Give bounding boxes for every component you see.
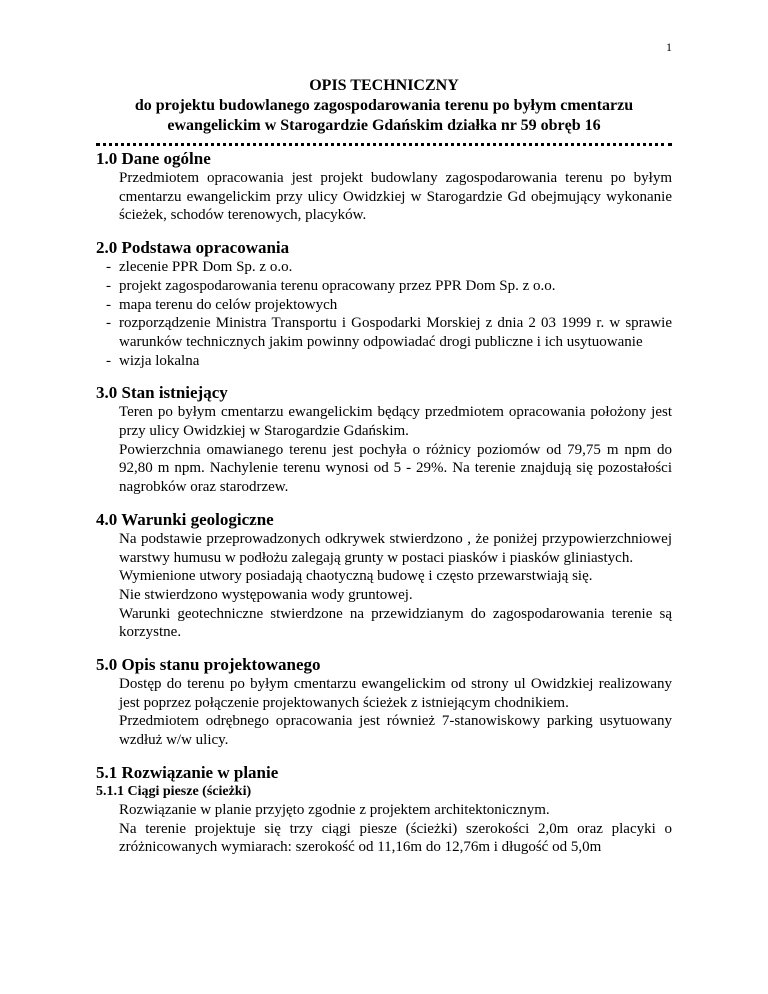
list-item: - projekt zagospodarowania terenu opracowany przez PPR Dom Sp. z o.o. — [96, 277, 672, 296]
list-item: - wizja lokalna — [96, 352, 672, 371]
section-text — [96, 403, 672, 497]
list-item: - mapa terenu do celów projektowych — [96, 296, 672, 315]
paragraph: Na terenie projektuje się trzy ciągi piesze (ścieżki) szerokości 2,0m oraz placyki o zróżnicowanych wymiarach: szerokość od 11,16m do 12,76m i długość od 5,0m — [119, 820, 672, 856]
section-text — [96, 801, 672, 857]
section-heading: 3.0 Stan istniejący — [96, 383, 228, 403]
paragraph: Przedmiotem opracowania jest projekt budowlany zagospodarowania terenu po byłym cmentarzu ewangelickim przy ulicy Owidzkiej w Starogardzie Gd obejmujący wykonanie ścieżek, schodów terenowych, placyków. — [119, 170, 672, 224]
paragraph: Wymienione utwory posiadają chaotyczną budowę i często przewarstwiają się. — [119, 568, 593, 585]
section-heading: 2.0 Podstawa opracowania — [96, 238, 290, 258]
document-subtitle-line-1: do projektu budowlanego zagospodarowania terenu po byłym cmentarzu — [134, 97, 634, 114]
section-plan-solution — [96, 762, 672, 857]
paragraph: Na podstawie przeprowadzonych odkrywek stwierdzono , że poniżej przypowierzchniowej warstwy humusu w podłożu zalegają grunty w postaci piasków i piasków gliniastych. — [119, 530, 672, 566]
section-text — [96, 169, 672, 225]
paragraph: Powierzchnia omawianego terenu jest pochyła o różnicy poziomów od 79,75 m npm do 92,80 m npm. Nachylenie terenu wynosi od 5 - 29%. Na terenie znajdują się pozostałości nagrobków oraz starodrzew. — [119, 441, 672, 496]
paragraph: Nie stwierdzono występowania wody gruntowej. — [119, 586, 413, 603]
section-text — [96, 530, 672, 642]
section-design — [96, 654, 672, 750]
list-item: - rozporządzenie Ministra Transportu i Gospodarki Morskiej z dnia 2 03 1999 r. w sprawie warunków technicznych jakim powinny odpowiadać drogi publiczne i ich usytuowanie — [96, 314, 672, 351]
document-title-block — [96, 76, 672, 136]
paragraph: Dostęp do terenu po byłym cmentarzu ewangelickim od strony ul Owidzkiej realizowany jest poprzez połączenie projektowanych ścieżek z istniejącym chodnikiem. — [119, 676, 672, 711]
section-text — [96, 675, 672, 750]
section-general — [96, 148, 672, 225]
list-item: - zlecenie PPR Dom Sp. z o.o. — [96, 258, 672, 277]
section-heading: 1.0 Dane ogólne — [96, 149, 211, 168]
section-heading: 4.0 Warunki geologiczne — [96, 509, 274, 529]
section-heading: 5.1 Rozwiązanie w planie — [96, 762, 279, 782]
document-subtitle-line-2: ewangelickim w Starogardzie Gdańskim działka nr 59 obręb 16 — [167, 117, 601, 134]
paragraph: Teren po byłym cmentarzu ewangelickim będący przedmiotem opracowania położony jest przy ulicy Owidzkiej w Starogardzie Gdańskim. — [119, 404, 672, 440]
paragraph: Warunki geotechniczne stwierdzone na przewidzianym do zagospodarowania terenie są korzystne. — [119, 605, 672, 641]
document-title: OPIS TECHNICZNY — [309, 77, 459, 94]
page-number: 1 — [666, 40, 672, 54]
section-existing-state — [96, 382, 672, 497]
section-heading: 5.0 Opis stanu projektowanego — [96, 655, 321, 675]
document-body — [96, 148, 672, 857]
paragraph: Rozwiązanie w planie przyjęto zgodnie z projektem architektonicznym. — [119, 801, 550, 818]
paragraph: Przedmiotem odrębnego opracowania jest również 7-stanowiskowy parking usytuowany wzdłuż w/w ulicy. — [119, 713, 672, 749]
basis-list — [96, 258, 672, 370]
section-basis — [96, 237, 672, 370]
dotted-separator — [96, 143, 672, 146]
subsection-heading: 5.1.1 Ciągi piesze (ścieżki) — [96, 783, 252, 799]
section-geology — [96, 509, 672, 642]
